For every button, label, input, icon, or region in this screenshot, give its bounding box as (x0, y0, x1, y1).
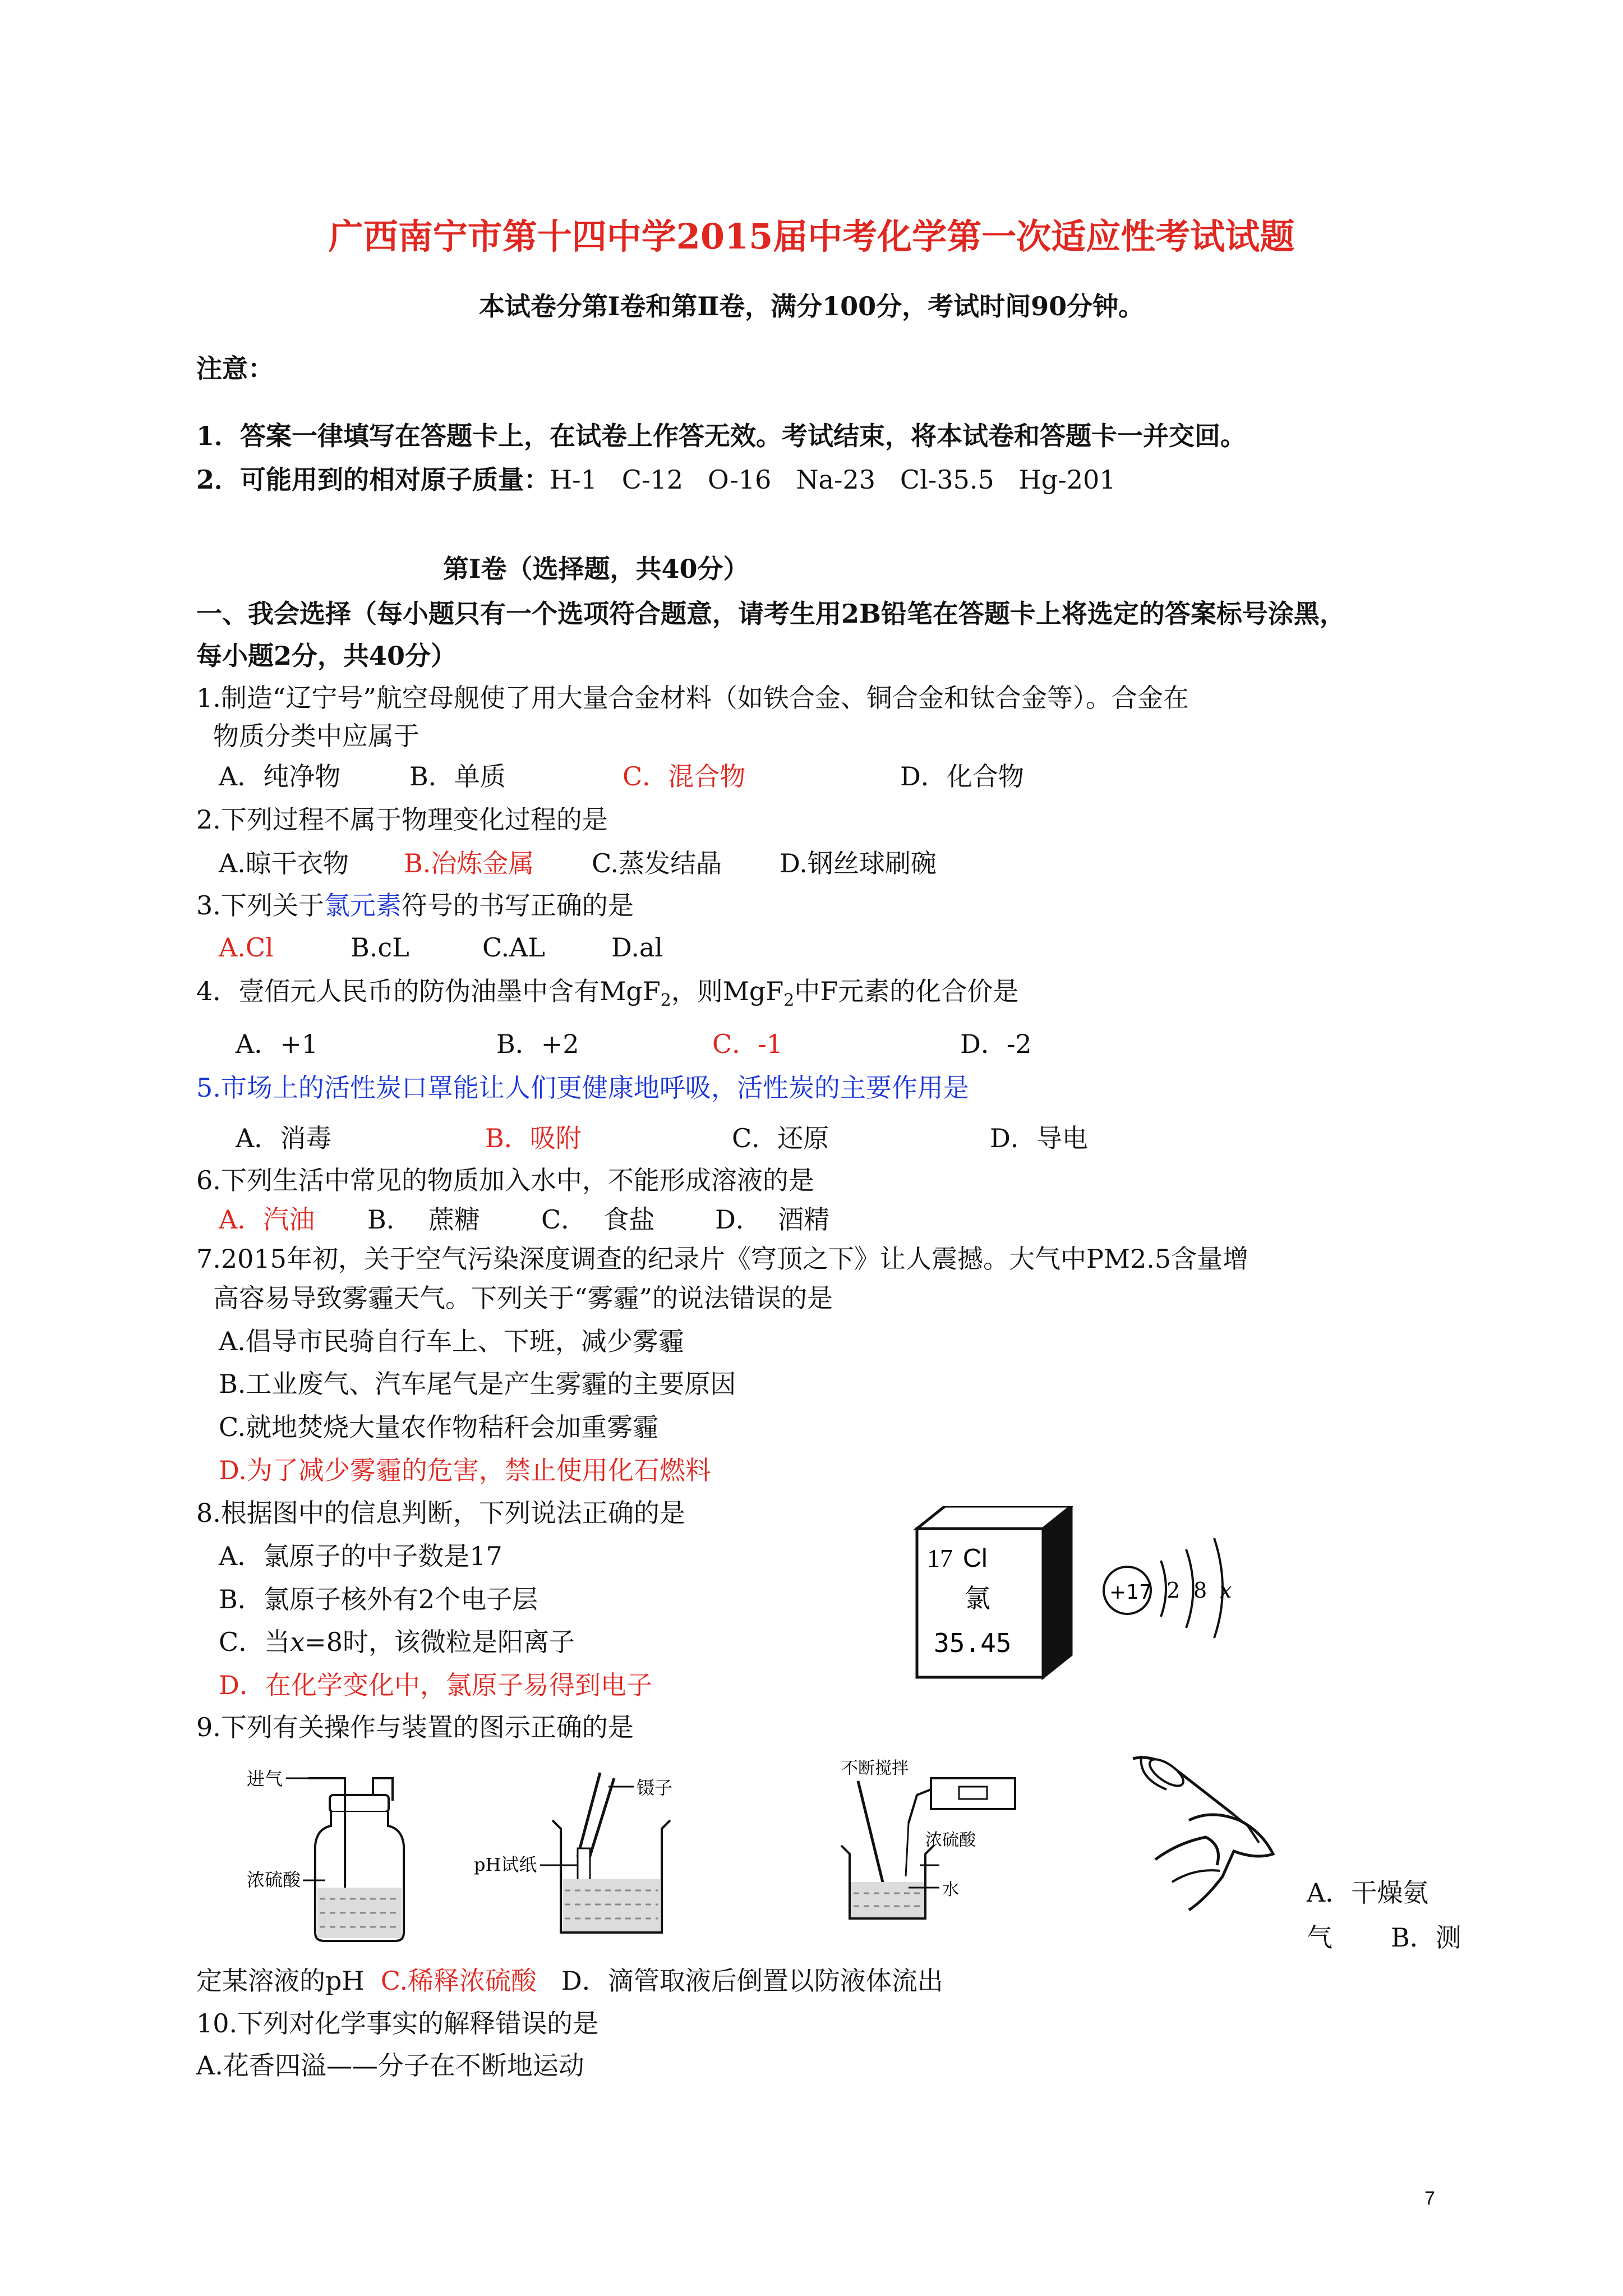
q8-option-c-pre: C．当 (219, 1627, 291, 1657)
fig-a-label-inlet: 进气 (247, 1768, 283, 1789)
element-name: 氯 (965, 1583, 990, 1613)
q3-stem-highlight: 氯元素 (324, 890, 402, 921)
section1-line1: 一、我会选择（每小题只有一个选项符合题意，请考生用2B铅笔在答题卡上将选定的答案标号涂黑， (196, 599, 1345, 629)
q9-option-d: D．滴管取液后倒置以防液体流出 (561, 1966, 943, 1996)
page-number: 7 (1424, 2188, 1435, 2209)
q9-option-b-line2: 定某溶液的pH (196, 1966, 365, 1996)
q9-option-b-line1: B．测 (1391, 1922, 1461, 1953)
q3-option-d: D.al (611, 932, 663, 963)
q3-option-b: B.cL (351, 932, 409, 963)
notice-item-1: 1．答案一律填写在答题卡上，在试卷上作答无效。考试结束，将本试卷和答题卡一并交回。 (196, 421, 1247, 451)
element-tile-figure (911, 1506, 1074, 1680)
q2-option-c: C.蒸发结晶 (592, 848, 722, 878)
q5-option-d: D．导电 (990, 1123, 1088, 1153)
q2-stem: 2.下列过程不属于物理变化过程的是 (196, 804, 608, 835)
q1-option-d: D．化合物 (900, 761, 1024, 792)
q6-stem: 6.下列生活中常见的物质加入水中，不能形成溶液的是 (196, 1165, 814, 1195)
q7-option-c: C.就地焚烧大量农作物秸秆会加重雾霾 (219, 1412, 659, 1442)
q9-stem: 9.下列有关操作与装置的图示正确的是 (196, 1712, 634, 1742)
q2-option-d: D.钢丝球刷碗 (780, 848, 937, 878)
shell-2-electrons: 8 (1193, 1578, 1207, 1603)
atomic-masses: H-1 C-12 O-16 Na-23 Cl-35.5 Hg-201 (550, 464, 1116, 495)
q4-stem-post: 中F元素的化合价是 (794, 976, 1019, 1006)
exam-title: 广西南宁市第十四中学2015届中考化学第一次适应性考试试题 (328, 216, 1295, 257)
fig-c-label-stir: 不断搅拌 (841, 1759, 909, 1778)
q3-option-c: C.AL (482, 932, 545, 963)
element-atomic-mass: 35.45 (934, 1628, 1012, 1658)
q4-stem-pre: 4．壹佰元人民币的防伪油墨中含有MgF (196, 976, 661, 1006)
q9-option-a-line1: A．干燥氨 (1307, 1878, 1429, 1908)
q1-stem-line2: 物质分类中应属于 (213, 721, 419, 751)
q8-option-c-post: =8时，该微粒是阳离子 (305, 1627, 575, 1657)
fig-c-label-acid: 浓硫酸 (925, 1830, 976, 1850)
q2-option-b: B.冶炼金属 (404, 848, 534, 878)
q7-stem-line1: 7.2015年初，关于空气污染深度调查的纪录片《穹顶之下》让人震撼。大气中PM2.5含量增 (196, 1244, 1249, 1274)
q8-option-d: D．在化学变化中，氯原子易得到电子 (219, 1670, 652, 1700)
ph-test-figure (474, 1767, 698, 1941)
shell-1-electrons: 2 (1166, 1578, 1181, 1603)
q9-option-a-line2: 气 (1307, 1922, 1332, 1953)
q8-stem: 8.根据图中的信息判断，下列说法正确的是 (196, 1498, 685, 1528)
q5-stem: 5.市场上的活性炭口罩能让人们更健康地呼吸，活性炭的主要作用是 (196, 1073, 969, 1103)
q6-option-c: C． 食盐 (541, 1204, 655, 1235)
fig-b-label-paper: pH试纸 (474, 1854, 537, 1875)
q5-option-a: A．消毒 (236, 1123, 332, 1153)
nucleus-charge: +17 (1109, 1581, 1152, 1604)
q1-option-a: A．纯净物 (219, 761, 341, 792)
fig-c-label-water: 水 (942, 1880, 959, 1899)
element-atomic-number: 17 (927, 1544, 953, 1572)
q4-subscript-2: 2 (783, 991, 795, 1011)
q7-option-b: B.工业废气、汽车尾气是产生雾霾的主要原因 (219, 1369, 736, 1399)
q7-stem-line2: 高容易导致雾霾天气。下列关于“雾霾”的说法错误的是 (213, 1283, 833, 1313)
q7-option-d: D.为了减少雾霾的危害，禁止使用化石燃料 (219, 1455, 711, 1485)
q5-option-c: C．还原 (732, 1123, 829, 1153)
q10-option-a: A.花香四溢——分子在不断地运动 (196, 2050, 584, 2081)
q6-option-b: B． 蔗糖 (367, 1204, 481, 1235)
q9-option-c: C.稀释浓硫酸 (380, 1966, 537, 1996)
q2-option-a: A.晾干衣物 (219, 848, 349, 878)
exam-subtitle: 本试卷分第Ⅰ卷和第Ⅱ卷，满分100分，考试时间90分钟。 (478, 291, 1145, 321)
q4-option-b: B．+2 (496, 1029, 579, 1059)
q7-option-a: A.倡导市民骑自行车上、下班，减少雾霾 (219, 1326, 684, 1356)
q6-option-a: A．汽油 (219, 1204, 315, 1235)
notice-heading: 注意： (196, 353, 274, 384)
q4-option-a: A．+1 (236, 1029, 319, 1059)
q1-option-b: B．单质 (409, 761, 506, 792)
atomic-structure-diagram (1099, 1526, 1251, 1638)
fig-a-label-acid: 浓硫酸 (247, 1869, 301, 1890)
q4-option-d: D．-2 (960, 1029, 1032, 1059)
q4-subscript-1: 2 (660, 991, 671, 1011)
q8-option-b: B．氯原子核外有2个电子层 (219, 1584, 538, 1614)
shell-3-electrons: x (1220, 1578, 1232, 1603)
q5-option-b: B．吸附 (485, 1123, 582, 1153)
element-symbol: Cl (963, 1543, 988, 1572)
q1-stem-line1: 1.制造“辽宁号”航空母舰使了用大量合金材料（如铁合金、铜合金和钛合金等）。合金在 (196, 683, 1189, 713)
q4-option-c: C．-1 (712, 1029, 783, 1059)
dropper-hand-figure (1122, 1747, 1290, 1916)
q9-options-line (196, 1964, 943, 1997)
q3-option-a: A.Cl (219, 932, 274, 963)
notice-item-2 (196, 463, 1116, 496)
q8-option-c (219, 1626, 575, 1658)
q10-stem: 10.下列对化学事实的解释错误的是 (196, 2008, 599, 2039)
fig-b-label-tweezers: 镊子 (637, 1777, 673, 1798)
q4-stem-mid: ，则MgF (671, 976, 784, 1006)
q4-stem (196, 975, 1018, 1017)
part1-heading: 第Ⅰ卷（选择题，共40分） (443, 554, 749, 584)
dilute-acid-figure (819, 1756, 1054, 1924)
q8-option-c-var: x (290, 1627, 305, 1657)
q6-option-d: D． 酒精 (715, 1204, 830, 1235)
q3-stem-pre: 3.下列关于 (196, 890, 324, 921)
section1-line2: 每小题2分，共40分） (196, 641, 457, 671)
q1-option-c: C．混合物 (623, 761, 746, 792)
gas-drying-bottle-figure (247, 1761, 449, 1947)
q3-stem-post: 符号的书写正确的是 (401, 890, 634, 921)
notice-item-2-label: 2．可能用到的相对原子质量： (196, 464, 550, 495)
q8-option-a: A．氯原子的中子数是17 (219, 1541, 502, 1571)
q3-stem (196, 889, 634, 922)
